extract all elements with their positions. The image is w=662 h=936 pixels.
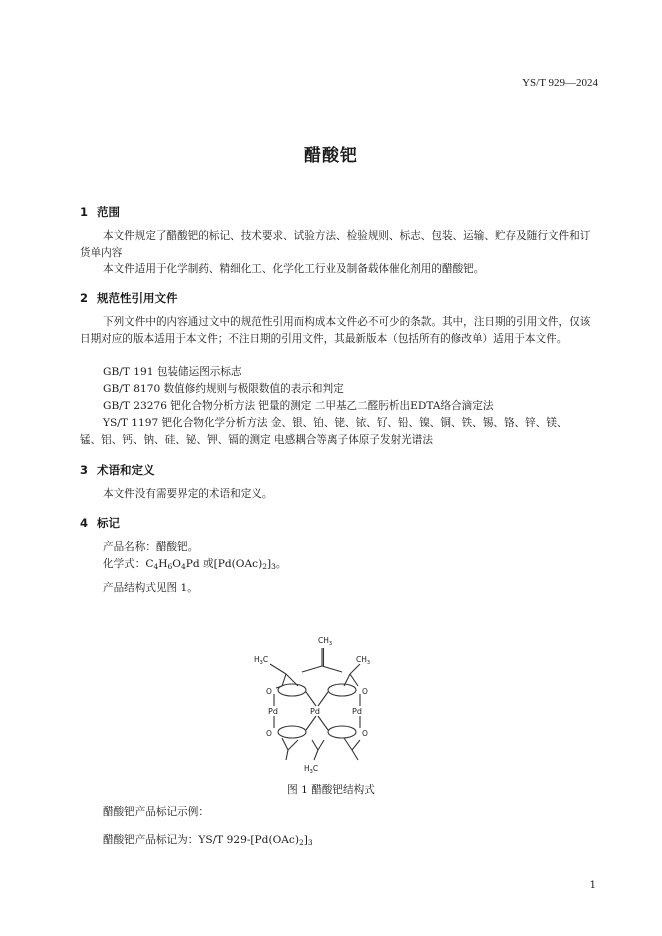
chemical-formula: 化学式：$C_4H_6O_4Pd$ 或$[Pd(OAc)_2]_3$。 xyxy=(103,558,287,571)
section-number: 2 xyxy=(80,291,89,305)
section-number: 4 xyxy=(80,516,89,530)
section-title: 标记 xyxy=(97,516,120,530)
section-title: 术语和定义 xyxy=(97,463,155,477)
section-number: 1 xyxy=(80,205,89,219)
atom-h3c-bottom: $H_3C$ xyxy=(304,764,319,775)
structure-bonds xyxy=(270,648,360,760)
section-title: 范围 xyxy=(97,205,120,219)
scope-paragraph-2: 本文件适用于化学制药、精细化工、化学化工行业及制备载体催化剂用的醋酸钯。 xyxy=(103,263,485,275)
structure-reference: 产品结构式见图 1。 xyxy=(103,582,198,594)
example-label: 醋酸钯产品标记示例： xyxy=(103,806,209,818)
atom-pd-center: Pd xyxy=(310,707,320,716)
terms-text: 本文件没有需要界定的术语和定义。 xyxy=(103,488,273,500)
atom-o: O xyxy=(266,687,272,696)
scope-paragraph-1: 本文件规定了醋酸钯的标记、技术要求、试验方法、检验规则、标志、包装、运输、贮存及随行文件和订货单内容 xyxy=(80,230,591,259)
page-number: 1 xyxy=(589,880,596,891)
section-heading-scope xyxy=(80,204,120,220)
atom-o: O xyxy=(266,729,272,738)
atom-o: O xyxy=(362,687,368,696)
reference-item: GB/T 191 包装储运图示标志 xyxy=(103,366,242,378)
references-intro: 下列文件中的内容通过文中的规范性引用而构成本文件必不可少的条款。其中，注日期的引用文件，仅该日期对应的版本适用于本文件；不注日期的引用文件，其最新版本（包括所有的修改单）适用于本文件。 xyxy=(80,316,591,345)
section-number: 3 xyxy=(80,463,89,477)
atom-h3c-left: $H_3C$ xyxy=(254,655,269,666)
reference-item: GB/T 8170 数值修约规则与极限数值的表示和判定 xyxy=(103,383,344,395)
reference-item: GB/T 23276 钯化合物分析方法 钯量的测定 二甲基乙二醛肟析出EDTA络合滴定法 xyxy=(103,400,494,412)
reference-item-ys-line2: 锰、铝、钙、钠、硅、铋、钾、镉的测定 电感耦合等离子体原子发射光谱法 xyxy=(80,434,433,446)
example-value: 醋酸钯产品标记为：YS/T $929-[Pd(OAc)_2]_3$ xyxy=(103,834,313,847)
atom-o: O xyxy=(362,729,368,738)
standard-number: YS/T 929—2024 xyxy=(522,77,598,89)
atom-ch3-right: $CH_3$ xyxy=(356,655,371,666)
structure-figure xyxy=(252,628,382,776)
product-name: 产品名称：醋酸钯。 xyxy=(103,541,199,553)
atom-pd-right: Pd xyxy=(352,707,362,716)
section-title: 规范性引用文件 xyxy=(97,291,178,305)
section-heading-references xyxy=(80,290,178,306)
figure-caption: 图 1 醋酸钯结构式 xyxy=(287,784,375,796)
reference-item-ys-line1: YS/T 1197 钯化合物化学分析方法 金、银、铂、铑、铱、钌、铅、镍、铜、铁、锡、铬、锌、镁、 xyxy=(103,417,568,429)
atom-ch3-top: $CH_3$ xyxy=(318,636,333,647)
section-heading-marking xyxy=(80,515,120,531)
section-heading-terms xyxy=(80,462,155,478)
atom-pd-left: Pd xyxy=(268,707,278,716)
document-title: 醋酸钯 xyxy=(304,146,358,166)
